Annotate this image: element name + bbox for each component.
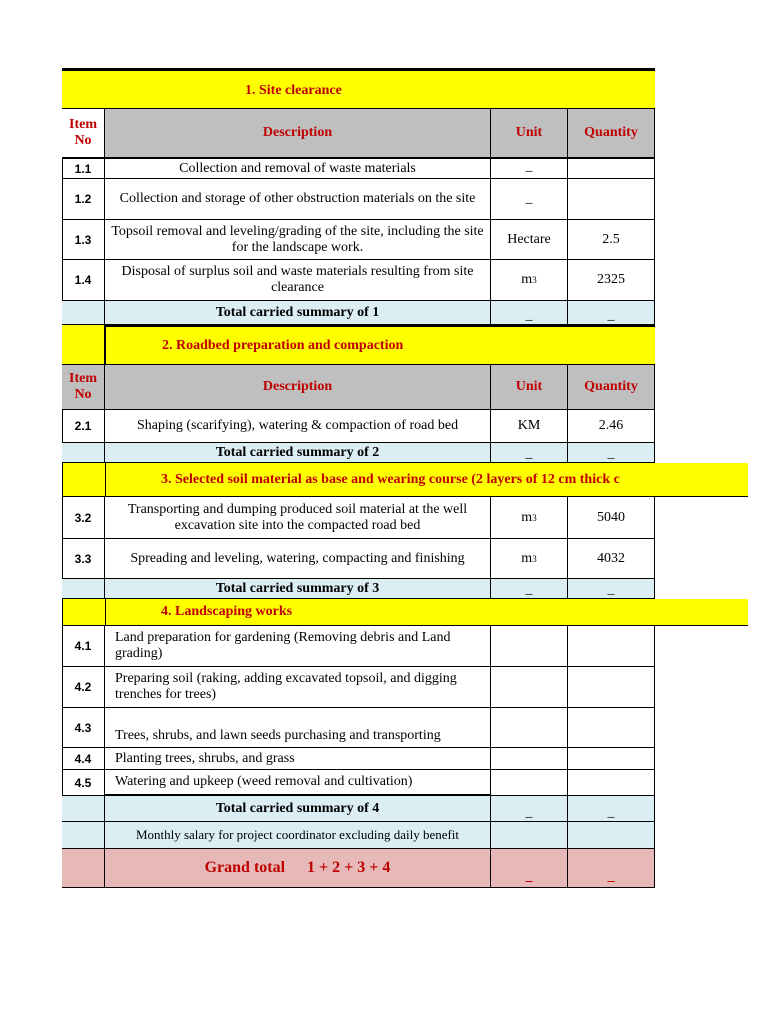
item-unit	[491, 770, 568, 796]
total-blank-cell	[62, 301, 105, 325]
total-quantity: _	[568, 579, 655, 599]
total-label: Total carried summary of 3	[105, 579, 491, 599]
item-unit: m 3	[491, 539, 568, 579]
unit-text: m	[521, 272, 533, 287]
total-unit: _	[491, 579, 568, 599]
item-description: Shaping (scarifying), watering & compaction of road bed	[105, 410, 491, 443]
grand-total-label: Grand total	[204, 859, 286, 876]
item-number: 4.5	[62, 770, 105, 796]
item-quantity: 2.46	[568, 410, 655, 443]
item-number: 1.3	[62, 220, 105, 260]
total-label: Total carried summary of 4	[105, 796, 491, 822]
item-number: 4.1	[62, 626, 105, 667]
grand-total-unit: _	[491, 849, 568, 888]
section-1-title: 1. Site clearance	[245, 83, 342, 98]
item-description: Preparing soil (raking, adding excavated topsoil, and digging trenches for trees)	[105, 667, 491, 708]
salary-quantity	[568, 822, 655, 849]
item-description: Planting trees, shrubs, and grass	[105, 748, 491, 770]
section-1-title-band	[62, 68, 655, 109]
item-description: Collection and storage of other obstruction materials on the site	[105, 179, 491, 220]
item-quantity	[568, 667, 655, 708]
item-quantity: 2325	[568, 260, 655, 301]
total-blank-cell	[62, 796, 105, 822]
header-unit: Unit	[491, 365, 568, 410]
item-unit	[491, 626, 568, 667]
item-quantity	[568, 770, 655, 796]
section-4-title-band	[62, 599, 748, 626]
item-unit: m 3	[491, 260, 568, 301]
item-description: Watering and upkeep (weed removal and cultivation)	[105, 770, 491, 796]
item-number: 1.4	[62, 260, 105, 301]
item-unit	[491, 708, 568, 748]
item-description: Trees, shrubs, and lawn seeds purchasing and transporting	[105, 708, 491, 748]
total-blank-cell	[62, 443, 105, 463]
item-quantity: 2.5	[568, 220, 655, 260]
item-quantity: 4032	[568, 539, 655, 579]
item-number: 4.3	[62, 708, 105, 748]
total-quantity: _	[568, 301, 655, 325]
grand-total-formula: 1 + 2 + 3 + 4	[307, 859, 391, 876]
header-quantity: Quantity	[568, 109, 655, 159]
total-quantity: _	[568, 443, 655, 463]
section-3-title-band	[62, 463, 748, 497]
header-description: Description	[105, 109, 491, 159]
section-2-left-band	[62, 325, 105, 365]
item-number: 1.1	[62, 159, 105, 179]
total-quantity: _	[568, 796, 655, 822]
total-label: Total carried summary of 1	[105, 301, 491, 325]
item-number: 3.3	[62, 539, 105, 579]
item-quantity: 5040	[568, 497, 655, 539]
item-number: 1.2	[62, 179, 105, 220]
grand-total-blank-cell	[62, 849, 105, 888]
item-quantity	[568, 179, 655, 220]
header-quantity: Quantity	[568, 365, 655, 410]
salary-blank-cell	[62, 822, 105, 849]
item-unit	[491, 748, 568, 770]
item-description: Land preparation for gardening (Removing debris and Land grading)	[105, 626, 491, 667]
item-unit: _	[491, 159, 568, 179]
header-unit: Unit	[491, 109, 568, 159]
grand-total-quantity: _	[568, 849, 655, 888]
unit-text: m	[521, 550, 533, 566]
total-unit: _	[491, 301, 568, 325]
item-unit: KM	[491, 410, 568, 443]
item-description: Transporting and dumping produced soil material at the well excavation site into the compacted road bed	[105, 497, 491, 539]
section-2-title: 2. Roadbed preparation and compaction	[162, 338, 404, 353]
item-unit: _	[491, 179, 568, 220]
item-description: Topsoil removal and leveling/grading of the site, including the site for the landscape work.	[105, 220, 491, 260]
item-description: Disposal of surplus soil and waste materials resulting from site clearance	[105, 260, 491, 301]
item-unit: Hectare	[491, 220, 568, 260]
item-quantity	[568, 626, 655, 667]
header-item-no: Item No	[62, 109, 105, 159]
total-blank-cell	[62, 579, 105, 599]
total-unit: _	[491, 796, 568, 822]
item-quantity	[568, 708, 655, 748]
total-label: Total carried summary of 2	[105, 443, 491, 463]
total-unit: _	[491, 443, 568, 463]
grand-total-label-cell	[105, 849, 491, 888]
item-quantity	[568, 159, 655, 179]
section-2-title-band	[104, 325, 655, 365]
item-quantity	[568, 748, 655, 770]
item-description: Collection and removal of waste materials	[105, 159, 491, 179]
item-description: Spreading and leveling, watering, compacting and finishing	[105, 539, 491, 579]
item-unit	[491, 667, 568, 708]
salary-label: Monthly salary for project coordinator excluding daily benefit	[105, 822, 491, 849]
item-number: 3.2	[62, 497, 105, 539]
item-number: 4.2	[62, 667, 105, 708]
header-item-no: Item No	[62, 365, 105, 410]
unit-text: m	[521, 509, 533, 525]
item-number: 2.1	[62, 410, 105, 443]
salary-unit	[491, 822, 568, 849]
section-4-title: 4. Landscaping works	[161, 604, 293, 619]
item-unit: m 3	[491, 497, 568, 539]
item-number: 4.4	[62, 748, 105, 770]
section-3-title: 3. Selected soil material as base and wearing course (2 layers of 12 cm thick c	[161, 472, 620, 487]
header-description: Description	[105, 365, 491, 410]
